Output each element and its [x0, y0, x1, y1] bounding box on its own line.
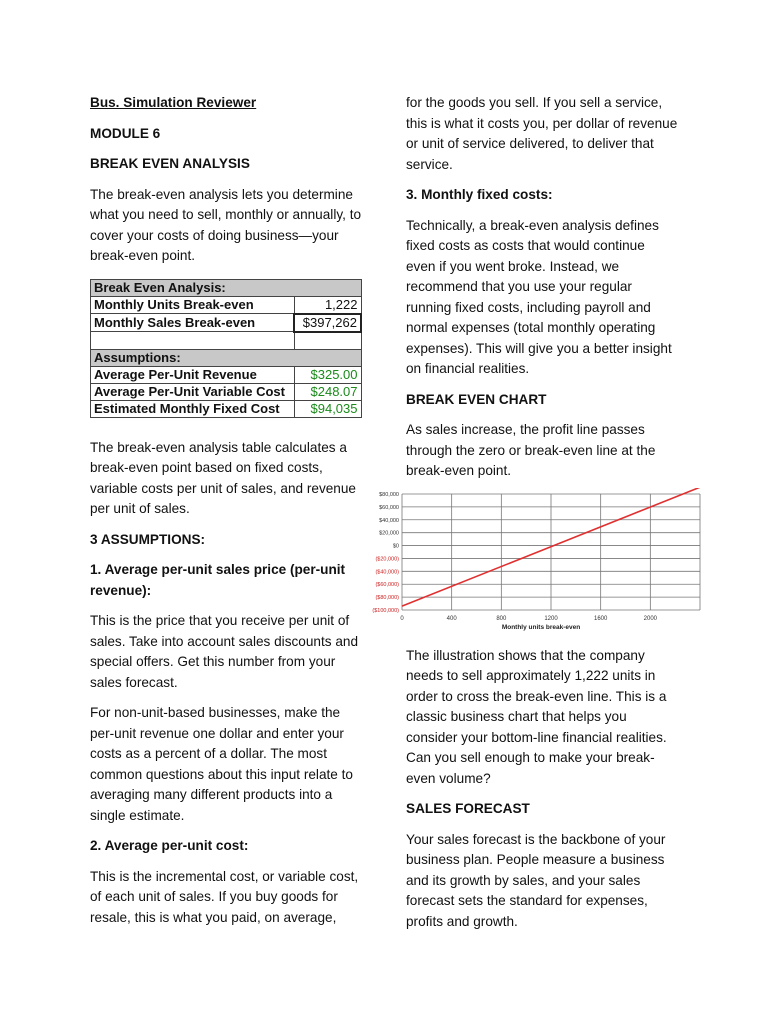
- assumption-1-paragraph: This is the price that you receive per unit of sales. Take into account sales discounts and special offers. Get this number from your sales forecast.: [90, 613, 359, 690]
- intro-paragraph: The break-even analysis lets you determine what you need to sell, monthly or annually, to cover your costs of doing business—your break-even point.: [90, 186, 362, 263]
- module-heading: MODULE 6: [90, 125, 161, 141]
- x-tick-label: 2000: [643, 616, 658, 622]
- y-tick-label: $0: [392, 543, 399, 550]
- assumption-1-title: 1. Average per-unit sales price (per-unit revenue):: [90, 562, 346, 598]
- table-description: The break-even analysis table calculates a break-even point based on fixed costs, variable costs per unit of sales, and revenue per unit of sales.: [90, 439, 356, 516]
- y-tick-label: ($80,000): [375, 595, 399, 602]
- fixed-label: Estimated Monthly Fixed Cost: [91, 400, 295, 417]
- chart-svg: [362, 488, 708, 638]
- blank-cell: [91, 332, 295, 350]
- break-even-chart: [362, 488, 708, 638]
- break-even-table: [90, 279, 362, 418]
- x-tick-label: 800: [496, 616, 507, 622]
- sales-value: $397,262: [294, 314, 361, 332]
- revenue-label: Average Per-Unit Revenue: [91, 366, 295, 383]
- y-tick-label: $60,000: [379, 504, 399, 511]
- sales-label: Monthly Sales Break-even: [91, 314, 295, 332]
- forecast-paragraph: Your sales forecast is the backbone of your business plan. People measure a business and its growth by sales, and your sales forecast sets the standard for expenses, profits and growth.: [406, 831, 666, 929]
- y-tick-label: ($100,000): [372, 608, 399, 614]
- revenue-value: $325.00: [294, 366, 361, 383]
- blank-cell: [294, 332, 361, 350]
- chart-section-title: BREAK EVEN CHART: [406, 391, 547, 407]
- assumption-3-title: 3. Monthly fixed costs:: [406, 187, 553, 202]
- varcost-label: Average Per-Unit Variable Cost: [91, 383, 295, 400]
- forecast-title: SALES FORECAST: [406, 801, 530, 816]
- units-label: Monthly Units Break-even: [91, 296, 295, 314]
- left-column: [90, 93, 368, 928]
- section-heading: BREAK EVEN ANALYSIS: [90, 156, 250, 171]
- assumption-3-paragraph: Technically, a break-even analysis defines fixed costs as costs that would continue even if you went broke. Instead, we recommend that you use your regular running fixed costs, including payroll and normal expenses (total monthly operating expenses). This will give you a better insight on financial realities.: [406, 217, 672, 376]
- y-tick-label: ($40,000): [375, 569, 399, 576]
- assumptions-header: Assumptions:: [91, 349, 362, 366]
- illustration-paragraph: The illustration shows that the company needs to sell approximately 1,222 units in order to cross the break-even line. This is a classic business chart that helps you consider your bottom-line financial realities. Can you sell enough to make your break-even volume?: [406, 647, 667, 786]
- assumption-2-paragraph: This is the incremental cost, or variable cost, of each unit of sales. If you buy goods for resale, this is what you paid, on average,: [90, 868, 359, 925]
- x-axis-label: Monthly units break-even: [501, 624, 581, 631]
- varcost-value: $248.07: [294, 383, 361, 400]
- x-tick-label: 1200: [544, 616, 558, 622]
- table-header: Break Even Analysis:: [91, 279, 362, 296]
- assumption-2-title: 2. Average per-unit cost:: [90, 838, 249, 853]
- chart-description: As sales increase, the profit line passes through the zero or break-even line at the break-even point.: [406, 422, 656, 478]
- fixed-value: $94,035: [294, 400, 361, 417]
- x-tick-label: 400: [446, 616, 457, 622]
- document-title: Bus. Simulation Reviewer: [90, 95, 257, 110]
- assumptions-title: 3 ASSUMPTIONS:: [90, 531, 206, 547]
- y-tick-label: $80,000: [379, 492, 399, 498]
- y-tick-label: ($60,000): [375, 582, 399, 589]
- x-tick-label: 0: [400, 616, 404, 622]
- units-value: 1,222: [294, 296, 361, 314]
- y-tick-label: $20,000: [379, 530, 399, 537]
- x-tick-label: 1600: [593, 616, 608, 622]
- y-tick-label: $40,000: [379, 517, 399, 524]
- assumption-2-continued: for the goods you sell. If you sell a service, this is what it costs you, per dollar of revenue or unit of service delivered, to deliver that service.: [406, 95, 678, 172]
- assumption-1-paragraph-2: For non-unit-based businesses, make the per-unit revenue one dollar and enter your costs as a percent of a dollar. The most common questions about this input relate to averaging many different products into a single estimate.: [90, 705, 353, 823]
- y-tick-label: ($20,000): [375, 556, 399, 563]
